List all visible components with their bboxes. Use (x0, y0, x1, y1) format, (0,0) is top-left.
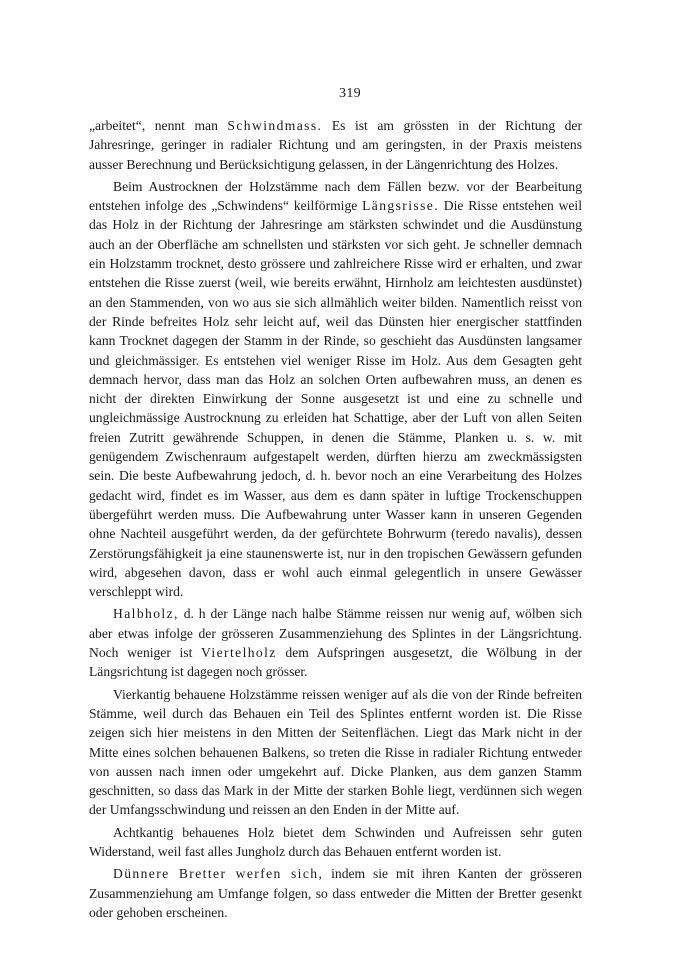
term-halbholz: Halbholz, (113, 606, 179, 622)
text-span: Beim Austrocknen der Holzstämme nach dem Fällen bezw. vor der Bearbeitung entstehen infolge des „Schwindens“ keilförmige (89, 178, 582, 214)
text-span: indem sie mit ihren Kanten der grösseren Zusammenziehung am Umfange folgen, so dass entweder die Mitten der Bretter gesenkt oder gehoben erscheinen. (89, 866, 582, 920)
paragraph-vierkantig (89, 685, 582, 820)
page-number: 319 (339, 86, 361, 101)
paragraph-achtkantig (89, 823, 582, 862)
text-span: „arbeitet“, nennt man (89, 118, 228, 133)
text-span: dem Aufspringen ausgesetzt, die Wölbung in der Längsrichtung ist dagegen noch grösser. (89, 645, 583, 680)
paragraph-halbholz (89, 604, 582, 681)
text-span: Es ist am grössten in der Richtung der Jahresringe, geringer in radialer Richtung und am geringsten, in der Praxis meistens ausser Berechnung und Berücksichtigung gelassen, in der Längenrichtung des Holzes. (89, 118, 582, 172)
term-schwindmass: Schwindmass. (227, 118, 323, 133)
text-span: Vierkantig behauene Holzstämme reissen weniger auf als die von der Rinde befreiten Stämme, weil durch das Behauen ein Teil des Splintes entfernt worden ist. Die Risse zeigen sich hier meistens in den Mitten der Seitenflächen. Liegt das Mark nicht in der Mitte eines solchen behauenen Balkens, so treten die Risse in radialer Richtung entweder von aussen nach innen oder umgekehrt auf. Dicke Planken, aus dem ganzen Stamm geschnitten, so dass das Mark in der Mitte der starken Bohle liegt, verdünnen sich wegen der Umfangsschwindung und reissen an den Enden in der Mitte auf. (89, 686, 582, 818)
term-viertelholz: Viertelholz (201, 645, 277, 661)
text-span: Die Risse entstehen weil das Holz in der Richtung der Jahresringe am stärksten schwindet und die Ausdünstung auch an der Oberfläche am schnellsten und stärksten vor sich geht. Je schneller demnach ein Holzstamm trocknet, desto grössere und zahlreichere Risse wird er erhalten, und zwar entstehen die Risse zuerst (weil, wie bereits erwähnt, Hirnholz am leichtesten ausdünstet) an den Stammenden, von wo aus sie sich allmählich weiter bilden. Namentlich reisst von der Rinde befreites Holz sehr leicht auf, weil das Dünsten hier energischer stattfinden kann Trocknet dagegen der Stamm in der Rinde, so geschieht das Ausdünsten langsamer und gleichmässiger. Es entstehen viel weniger Risse im Holz. Aus dem Gesagten geht demnach hervor, dass man das Holz an solchen Orten aufbewahren muss, an denen es nicht der direkten Einwirkung der Sonne ausgesetzt ist und eine zu schnelle und ungleichmässige Austrocknung zu erleiden hat Schattige, aber der Luft von allen Seiten freien Zutritt gewährende Schuppen, in denen die Stämme, Planken u. s. w. mit genügendem Zwischenraum aufgestapelt werden, dürften hierzu am zweckmässigsten sein. Die beste Aufbewahrung jedoch, d. h. bevor noch an eine Verarbeitung des Holzes gedacht wird, findet es im Wasser, aus dem es dann später in luftige Trockenschuppen übergeführt werden muss. Die Aufbewahrung unter Wasser kann in unseren Gegenden ohne Nachteil ausgeführt werden, da der gefürchtete Bohrwurm (teredo navalis), dessen Zerstörungsfähigkeit ja eine staunenswerte ist, nur in den tropischen Gewässern gefunden wird, abgesehen davon, dass er wohl auch einmal gelegentlich in unsere Gewässer verschleppt wird. (89, 198, 582, 600)
paragraph-schwindmass (89, 116, 582, 174)
paragraph-bretter (89, 864, 582, 922)
paragraph-laengsrisse (89, 177, 582, 602)
body-text (89, 116, 582, 922)
term-duennere-bretter: Dünnere Bretter werfen sich, (113, 866, 324, 882)
text-span: d. h der Länge nach halbe Stämme reissen nur wenig auf, wölben sich aber etwas infolge der grösseren Zusammenziehung des Splintes in der Längsrichtung. Noch weniger ist (89, 606, 582, 661)
text-span: Achtkantig behauenes Holz bietet dem Schwinden und Aufreissen sehr guten Widerstand, weil fast alles Jungholz durch das Behauen entfernt worden ist. (89, 824, 582, 859)
term-laengsrisse: Längsrisse. (362, 198, 440, 214)
